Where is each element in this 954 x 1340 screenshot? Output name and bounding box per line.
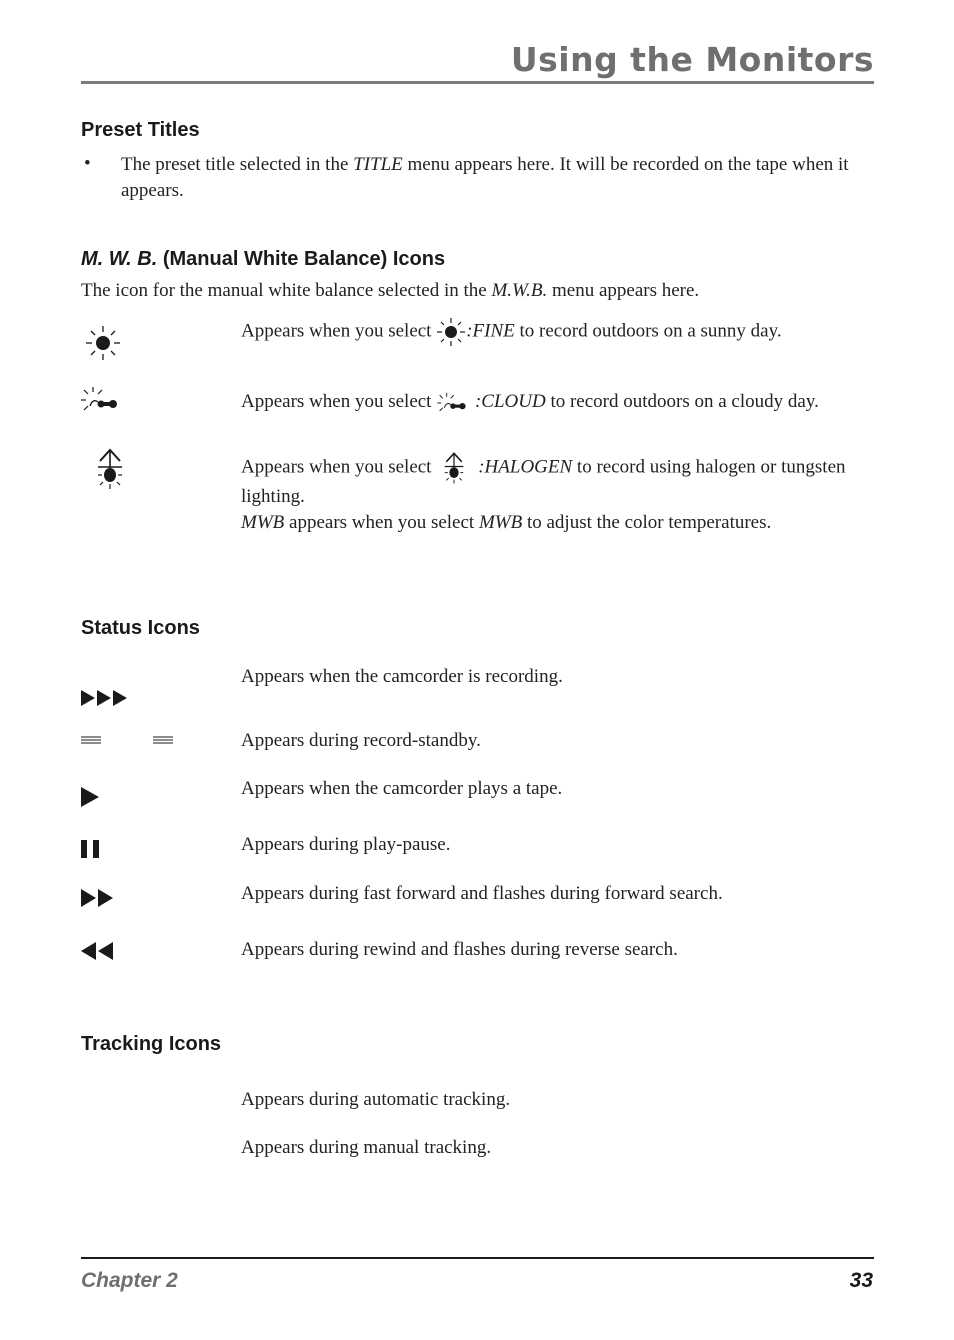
preset-text-title: TITLE — [353, 154, 403, 175]
mwb-item-halogen-label: :HALOGEN — [478, 456, 573, 478]
pause-icon — [81, 840, 101, 858]
sun-icon — [84, 324, 122, 362]
mwb-note-term: MWB — [241, 512, 285, 533]
status-text-standby: Appears during record-standby. — [241, 730, 481, 751]
status-text-rewind: Appears during rewind and flashes during reverse search. — [241, 939, 678, 960]
mwb-intro-before: The icon for the manual white balance selected in the — [81, 280, 492, 301]
mwb-item-cloud-before: Appears when you select — [241, 391, 437, 412]
mwb-note-middle: appears when you select — [284, 512, 479, 533]
mwb-note — [241, 511, 771, 535]
mwb-item-halogen-after: to record using halogen or tungsten lighting. — [241, 456, 846, 507]
rewind-icon — [81, 942, 115, 960]
cloud-icon — [80, 386, 122, 414]
page-title: Using the Monitors — [510, 40, 874, 79]
mwb-intro — [81, 279, 699, 303]
mwb-intro-italic: M.W.B. — [491, 280, 548, 301]
mwb-note-after: to adjust the color temperatures. — [522, 512, 772, 533]
status-text-pause: Appears during play-pause. — [241, 834, 451, 855]
tracking-text-auto: Appears during automatic tracking. — [241, 1089, 511, 1110]
mwb-item-halogen-before: Appears when you select — [241, 456, 437, 478]
halogen-lamp-icon — [440, 451, 468, 485]
preset-titles-text — [121, 152, 861, 204]
status-icons-heading: Status Icons — [81, 617, 200, 639]
status-text-fast-forward: Appears during fast forward and flashes during forward search. — [241, 883, 723, 904]
mwb-heading — [81, 248, 445, 271]
mwb-heading-italic: M. W. B. — [81, 248, 158, 270]
fast-forward-icon — [81, 889, 115, 907]
mwb-item-fine-after: to record outdoors on a sunny day. — [514, 320, 782, 342]
record-icon — [81, 690, 129, 706]
mwb-item-cloud-label: :CLOUD — [474, 391, 546, 412]
tracking-text-manual: Appears during manual tracking. — [241, 1137, 492, 1158]
status-text-record: Appears when the camcorder is recording. — [241, 666, 563, 687]
footer-chapter: Chapter 2 — [81, 1269, 178, 1292]
mwb-item-cloud-after: to record outdoors on a cloudy day. — [545, 391, 819, 412]
mwb-item-cloud — [241, 390, 881, 414]
mwb-note-term-2: MWB — [478, 512, 523, 533]
play-icon — [81, 787, 101, 807]
mwb-item-halogen — [241, 451, 881, 508]
mwb-intro-after: menu appears here. — [547, 280, 700, 301]
status-text-play: Appears when the camcorder plays a tape. — [241, 778, 563, 799]
preset-text-after: menu appears here. It will be recorded on the tape when it appears. — [121, 154, 849, 201]
footer-rule — [81, 1257, 874, 1259]
preset-text-before: The preset title selected in the — [121, 154, 354, 175]
page-number: 33 — [849, 1269, 873, 1292]
record-standby-icon — [81, 734, 175, 746]
cloud-icon — [436, 392, 470, 414]
preset-titles-heading: Preset Titles — [81, 119, 200, 141]
halogen-lamp-icon — [92, 447, 128, 491]
mwb-heading-rest: (Manual White Balance) Icons — [157, 248, 446, 270]
mwb-item-fine-before: Appears when you select — [241, 320, 437, 342]
header-rule — [81, 81, 874, 84]
bullet-marker: • — [84, 153, 91, 174]
mwb-item-fine — [241, 317, 782, 347]
mwb-item-fine-label: :FINE — [466, 320, 515, 342]
sun-icon — [436, 317, 466, 347]
tracking-icons-heading: Tracking Icons — [81, 1033, 222, 1055]
